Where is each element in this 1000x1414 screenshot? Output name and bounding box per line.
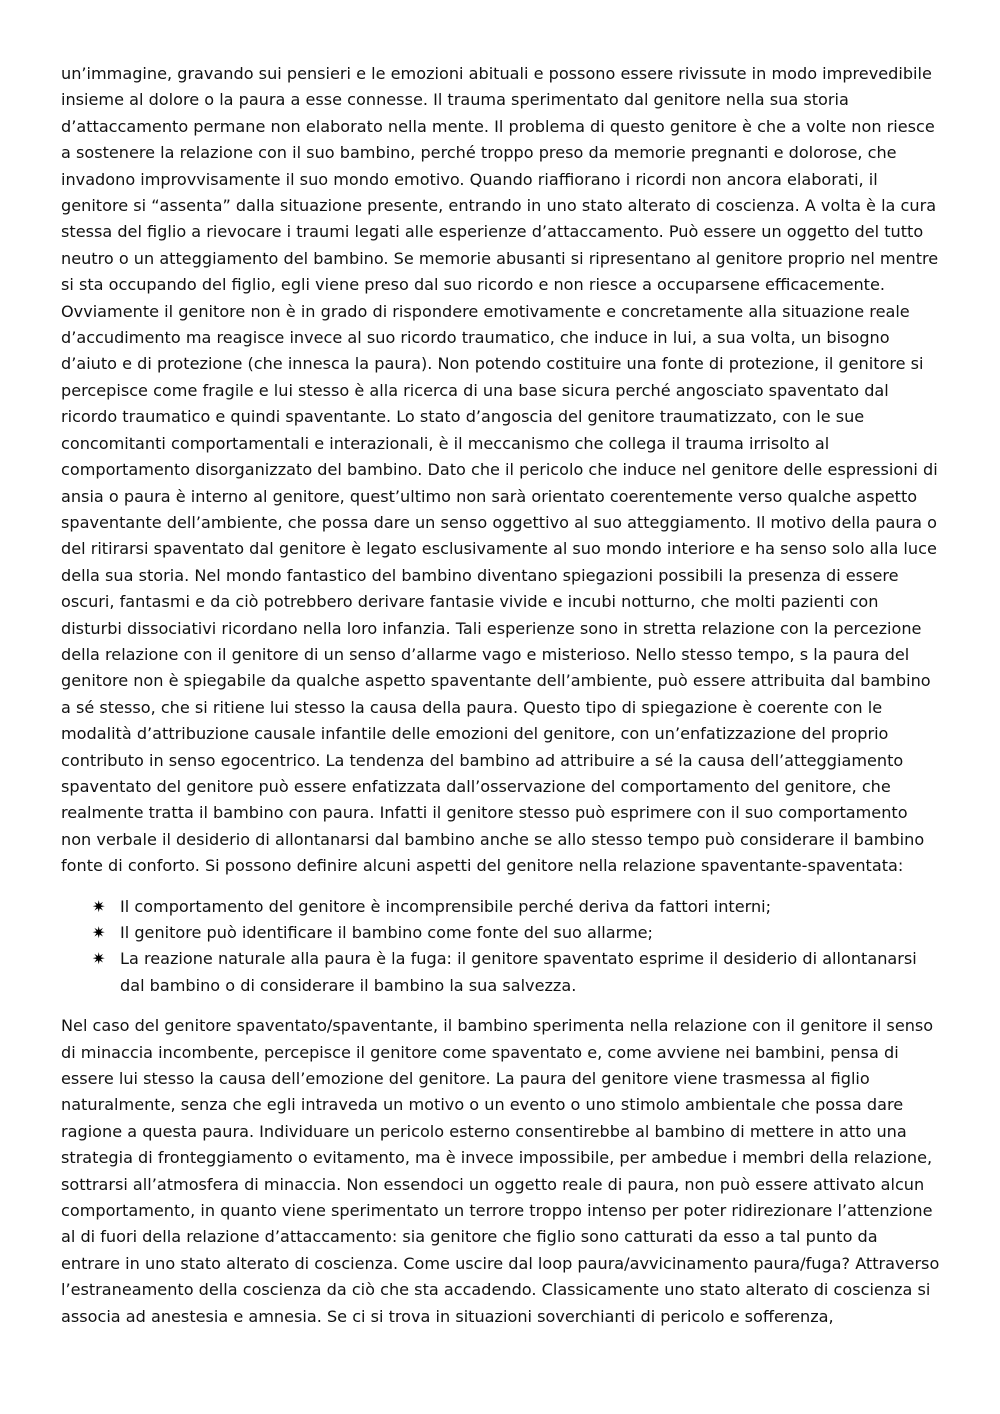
star-bullet-icon: ✷ [92, 923, 106, 942]
paragraph: Nel caso del genitore spaventato/spaventante, il bambino sperimenta nella relazione con il genitore il senso di minaccia incombente, percepisce il genitore come spaventato e, come avviene nei bambini, pensa di essere lui stesso la causa dell’emozione del genitore. La paura del genitore viene trasmessa al figlio naturalmente, senza che egli intraveda un motivo o un evento o uno stimolo ambientale che possa dare ragione a questa paura. Individuare un pericolo esterno consentirebbe al bambino di mettere in atto una strategia di fronteggiamento o evitamento, ma è invece impossibile, per ambedue i membri della relazione, sottrarsi all’atmosfera di minaccia. Non essendoci un oggetto reale di paura, non può essere attivato alcun comportamento, in quanto viene sperimentato un terrore troppo intenso per poter ridirezionare l’attenzione al di fuori della relazione d’attaccamento: sia genitore che figlio sono catturati da esso a tal punto da entrare in uno stato alterato di coscienza. Come uscire dal loop paura/avvicinamento paura/fuga? Attraverso l’estraneamento della coscienza da ciò che sta accadendo. Classicamente uno stato alterato di coscienza si associa ad anestesia e amnesia. Se ci si trova in situazioni soverchianti di pericolo e sofferenza, [61, 1016, 940, 1326]
star-bullet-icon: ✷ [92, 949, 106, 969]
list-item [92, 946, 941, 999]
bullet-list [61, 894, 941, 1000]
list-item-text: Il comportamento del genitore è incomprensibile perché deriva da fattori interni; [120, 896, 772, 916]
list-item [92, 894, 941, 920]
document-body [61, 61, 941, 1330]
paragraph: un’immagine, gravando sui pensieri e le emozioni abituali e possono essere rivissute in modo imprevedibile insieme al dolore o la paura a esse connesse. Il trauma sperimentato dal genitore nella sua storia d’attaccamento permane non elaborato nella mente. Il problema di questo genitore è che a volte non riesce a sostenere la relazione con il suo bambino, perché troppo preso da memorie pregnanti e dolorose, che invadono improvvisamente il suo mondo emotivo. Quando riaffiorano i ricordi non ancora elaborati, il genitore si “assenta” dalla situazione presente, entrando in uno stato alterato di coscienza. A volta è la cura stessa del figlio a rievocare i traumi legati alle esperienze d’attaccamento. Può essere un oggetto del tutto neutro o un atteggiamento del bambino. Se memorie abusanti si ripresentano al genitore proprio nel mentre si sta occupando del figlio, egli viene preso dal suo ricordo e non riesce a occuparsene efficacemente. Ovviamente il genitore non è in grado di rispondere emotivamente e concretamente alla situazione reale d’accudimento ma reagisce invece al suo ricordo traumatico, che induce in lui, a sua volta, un bisogno d’aiuto e di protezione (che innesca la paura). Non potendo costituire una fonte di protezione, il genitore si percepisce come fragile e lui stesso è alla ricerca di una base sicura perché angosciato spaventato dal ricordo traumatico e quindi spaventante. Lo stato d’angoscia del genitore traumatizzato, con le sue concomitanti comportamentali e interazionali, è il meccanismo che collega il trauma irrisolto al comportamento disorganizzato del bambino. Dato che il pericolo che induce nel genitore delle espressioni di ansia o paura è interno al genitore, quest’ultimo non sarà orientato coerentemente verso qualche aspetto spaventante dell’ambiente, che possa dare un senso oggettivo al suo atteggiamento. Il motivo della paura o del ritirarsi spaventato dal genitore è legato esclusivamente al suo mondo interiore e ha senso solo alla luce della sua storia. Nel mondo fantastico del bambino diventano spiegazioni possibili la presenza di essere oscuri, fantasmi e da ciò potrebbero derivare fantasie vivide e incubi notturno, che molti pazienti con disturbi dissociativi ricordano nella loro infanzia. Tali esperienze sono in stretta relazione con la percezione della relazione con il genitore di un senso d’allarme vago e misterioso. Nello stesso tempo, s la paura del genitore non è spiegabile da qualche aspetto spaventante dell’ambiente, può essere attribuita dal bambino a sé stesso, che si ritiene lui stesso la causa della paura. Questo tipo di spiegazione è coerente con le modalità d’attribuzione causale infantile delle emozioni del genitore, con un’enfatizzazione del proprio contributo in senso egocentrico. La tendenza del bambino ad attribuire a sé la causa dell’atteggiamento spaventato del genitore può essere enfatizzata dall’osservazione del comportamento del genitore, che realmente tratta il bambino con paura. Infatti il genitore stesso può esprimere con il suo comportamento non verbale il desiderio di allontanarsi dal bambino anche se allo stesso tempo può considerare il bambino fonte di conforto. Si possono definire alcuni aspetti del genitore nella relazione spaventante-spaventata: [61, 64, 939, 876]
star-bullet-icon: ✷ [92, 896, 106, 916]
list-item-text: La reazione naturale alla paura è la fuga: il genitore spaventato esprime il desiderio di allontanarsi dal bambino o di considerare il bambino la sua salvezza. [120, 949, 917, 995]
list-item-text: Il genitore può identificare il bambino come fonte del suo allarme; [120, 923, 653, 942]
list-item [92, 920, 941, 946]
